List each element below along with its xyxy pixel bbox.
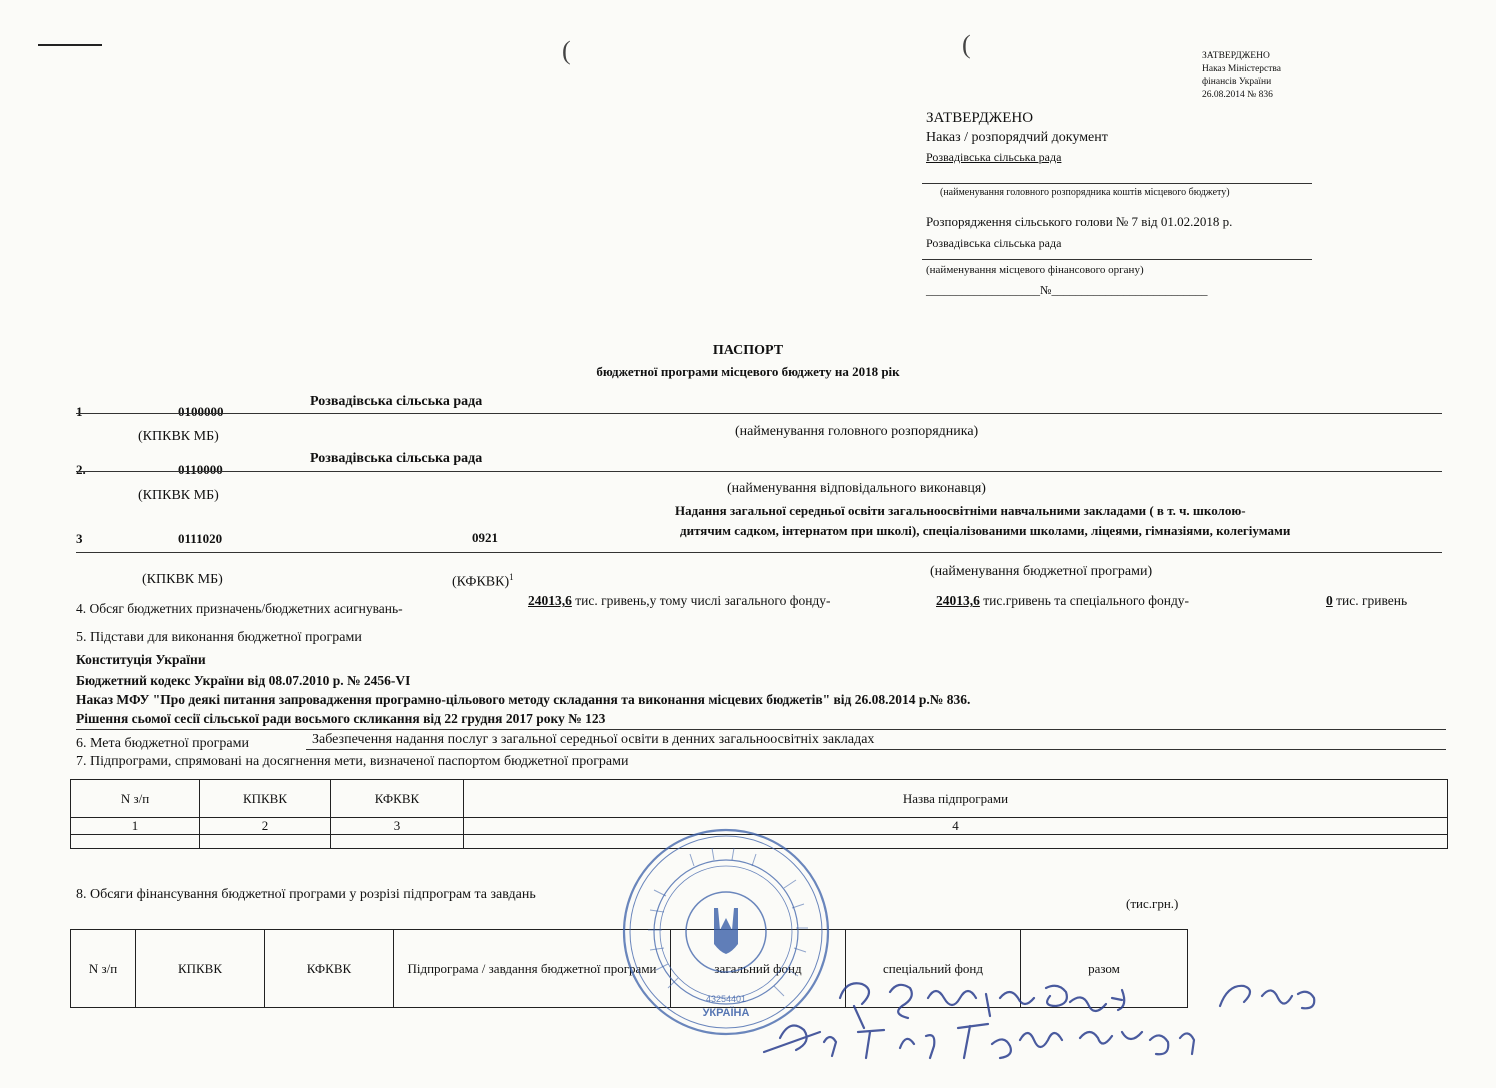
financing-header-kpkvk: КПКВК [136,930,265,1008]
col-number: 2 [200,818,331,835]
financing-header-total: разом [1021,930,1188,1008]
approval-title: ЗАТВЕРДЖЕНО [926,110,1034,126]
volume-special: 0 [1326,593,1333,608]
financing-header-special: спеціальний фонд [846,930,1021,1008]
row3-name-caption: (найменування бюджетної програми) [930,564,1153,579]
col-number: 4 [464,818,1448,835]
row2-code-caption: (КПКВК МБ) [138,488,219,503]
row1-num: 1 [76,404,83,419]
subprograms-header-num: N з/п [71,780,200,818]
row1-name-caption: (найменування головного розпорядника) [735,424,979,439]
subprograms-header-kpkvk: КПКВК [200,780,331,818]
volume-text3: тис. гривень [1332,593,1408,608]
row3-kfkvk: 0921 [472,530,498,545]
row2-num: 2. [76,462,86,477]
approval-org: Розвадівська сільська рада [926,150,1062,164]
top-approval-line2: фінансів України [1202,77,1272,87]
stamp-code: 43254401 [705,994,747,1004]
row3-code-caption: (КПКВК МБ) [142,572,223,587]
row3-name-line1: Надання загальної середньої освіти загальноосвітніми навчальними закладами ( в т. ч. школою- [675,503,1246,518]
goal-text: Забезпечення надання послуг з загальної середньої освіти в денних загальноосвітніх закладах [312,732,875,747]
basis-item: Конституція України [76,652,206,667]
handwritten-signature [750,958,1370,1068]
approval-number-line: ___________________№__________________________ [926,283,1208,297]
scan-mark: ( [962,30,971,59]
goal-label: 6. Мета бюджетної програми [76,736,249,751]
financing-header-num: N з/п [71,930,136,1008]
subprograms-label: 7. Підпрограми, спрямовані на досягнення мети, визначеної паспортом бюджетної програми [76,754,629,769]
table-header-row [71,780,1448,818]
basis-label: 5. Підстави для виконання бюджетної програми [76,630,362,645]
empty-cell [331,835,464,849]
financing-label: 8. Обсяги фінансування бюджетної програми у розрізі підпрограм та завдань [76,887,536,902]
row3-name-line2: дитячим садком, інтернатом при школі), спеціалізованими школами, ліцеями, гімназіями, колегіумами [680,523,1291,538]
financing-header-general: загальний фонд [671,930,846,1008]
volume-text2: тис.гривень та спеціального фонду- [979,593,1190,608]
approval-fin-caption: (найменування місцевого фінансового органу) [926,264,1144,276]
financing-header-subprogram: Підпрограма / завдання бюджетної програми [394,930,671,1008]
approval-fin-org: Розвадівська сільська рада [926,236,1062,250]
approval-order-ref: Розпорядження сільського голови № 7 від 01.02.2018 р. [926,214,1233,229]
approval-org-caption: (найменування головного розпорядника коштів місцевого бюджету) [940,187,1230,198]
volume-text1: тис. гривень,у тому числі загального фонду- [571,593,831,608]
row1-code: 0100000 [178,404,224,419]
top-approval-title: ЗАТВЕРДЖЕНО [1202,51,1270,61]
empty-cell [464,835,1448,849]
volume-total: 24013,6 [528,593,572,608]
volume-general: 24013,6 [936,593,980,608]
col-number: 3 [331,818,464,835]
col-number: 1 [71,818,200,835]
subprograms-header-name: Назва підпрограми [464,780,1448,818]
row2-name-caption: (найменування відповідального виконавця) [727,481,986,496]
empty-cell [71,835,200,849]
row1-code-caption: (КПКВК МБ) [138,429,219,444]
volume-general-line [936,593,1189,609]
page-subtitle: бюджетної програми місцевого бюджету на 2018 рік [596,364,900,379]
volume-label: 4. Обсяг бюджетних призначень/бюджетних асигнувань- [76,601,403,616]
row1-name: Розвадівська сільська рада [310,394,483,409]
row3-kfkvk-footnote: 1 [509,572,514,582]
financing-header-kfkvk: КФКВК [265,930,394,1008]
row3-code: 0111020 [178,531,223,546]
volume-total-line [528,593,831,609]
volume-special-line [1326,593,1407,609]
basis-item: Наказ МФУ "Про деякі питання запровадження програмно-цільового методу складання та виконання місцевих бюджетів" від 26.08.2014 р.№ 836. [76,692,971,707]
empty-cell [200,835,331,849]
row3-kfkvk-caption [452,572,514,591]
top-approval-line1: Наказ Міністерства [1202,64,1281,74]
row3-kfkvk-caption-text: (КФКВК) [452,574,510,590]
stamp-country: УКРАЇНА [702,1007,750,1019]
page-title: ПАСПОРТ [712,343,784,358]
top-approval-line3: 26.08.2014 № 836 [1202,90,1273,100]
row2-code: 0110000 [178,462,223,477]
subprograms-header-kfkvk: КФКВК [331,780,464,818]
scan-mark [38,44,102,46]
row3-num: 3 [76,531,83,546]
financing-unit: (тис.грн.) [1126,896,1179,911]
basis-item: Бюджетний кодекс України від 08.07.2010 р. № 2456-VI [76,673,411,688]
basis-item: Рішення сьомої сесії сільської ради восьмого скликання від 22 грудня 2017 року № 123 [76,711,606,726]
row2-name: Розвадівська сільська рада [310,451,483,466]
approval-order: Наказ / розпорядчий документ [926,130,1108,145]
scan-mark: ( [562,36,571,65]
